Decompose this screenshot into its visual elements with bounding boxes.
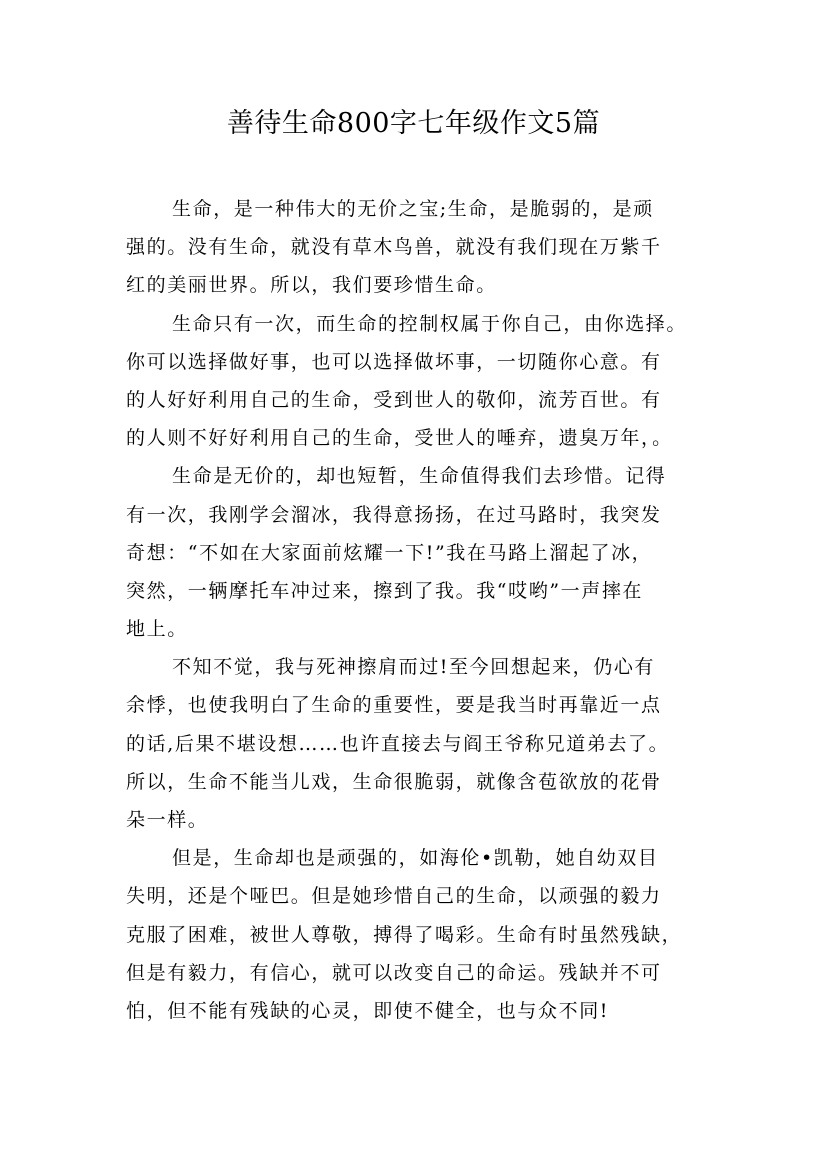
document-title: 善待生命800字七年级作文5篇 (226, 108, 601, 139)
text-line: 朵一样。 (126, 809, 209, 831)
text-line: 怕，但不能有残缺的心灵，即使不健全，也与众不同! (126, 999, 610, 1022)
text-line: 的人则不好好利用自己的生命，受世人的唾弃，遗臭万年，。 (126, 427, 673, 450)
text-line: 的人好好利用自己的生命，受到世人的敬仰，流芳百世。有 (126, 388, 662, 411)
text-line: 余悸，也使我明白了生命的重要性，要是我当时再靠近一点 (126, 694, 662, 717)
text-line: 失明，还是个哑巴。但是她珍惜自己的生命，以顽强的毅力 (126, 885, 662, 908)
text-line: 不知不觉，我与死神擦肩而过!至今回想起来，仍心有 (172, 656, 656, 679)
text-line: 克服了困难，被世人尊敬，搏得了喝彩。生命有时虽然残缺， (126, 923, 683, 946)
text-line: 有一次，我刚学会溜冰，我得意扬扬，在过马路时，我突发 (126, 503, 662, 526)
document-body (126, 190, 706, 1030)
text-line: 你可以选择做好事，也可以选择做坏事，一切随你心意。有 (126, 350, 662, 373)
text-line: 奇想：“不如在大家面前炫耀一下!”我在马路上溜起了冰， (126, 541, 653, 564)
text-line: 但是有毅力，有信心，就可以改变自己的命运。残缺并不可 (126, 961, 662, 984)
text-line: 突然，一辆摩托车冲过来，擦到了我。我“哎哟”一声摔在 (126, 579, 644, 602)
text-line: 强的。没有生命，就没有草木鸟兽，就没有我们现在万紫千 (126, 236, 662, 259)
text-line: 生命，是一种伟大的无价之宝;生命，是脆弱的，是顽 (172, 198, 654, 220)
text-line: 所以，生命不能当儿戏，生命很脆弱，就像含苞欲放的花骨 (126, 770, 662, 793)
text-line: 红的美丽世界。所以，我们要珍惜生命。 (126, 274, 497, 297)
text-line: 地上。 (126, 618, 188, 641)
text-line: 生命只有一次，而生命的控制权属于你自己，由你选择。 (172, 312, 688, 335)
text-line: 的话,后果不堪设想……也许直接去与阎王爷称兄道弟去了。 (126, 732, 670, 755)
text-line: 生命是无价的，却也短暂，生命值得我们去珍惜。记得 (172, 465, 667, 488)
text-line: 但是，生命却也是顽强的，如海伦•凯勒，她自幼双目 (172, 847, 659, 870)
